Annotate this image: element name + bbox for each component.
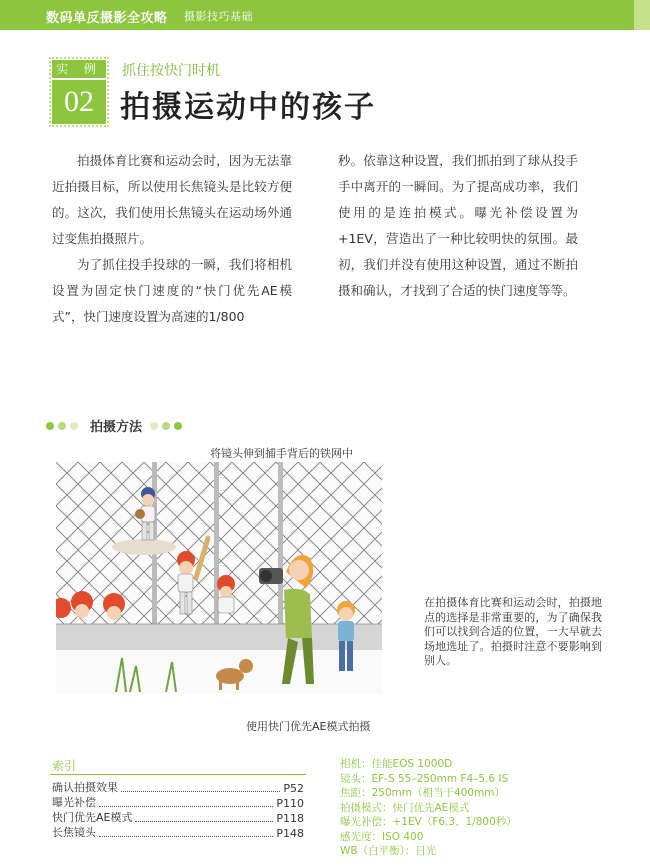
index-leader [135, 821, 273, 822]
setting-wb: WB（白平衡）：日光 [340, 845, 437, 857]
section-subtitle: 抓住按快门时机 [122, 63, 220, 79]
setting-lens: 镜头：EF-S 55–250mm F4–5.6 IS [340, 772, 509, 785]
method-heading-label: 拍摄方法 [90, 420, 143, 435]
example-number: 02 [52, 80, 106, 124]
chapter-title: 摄影技巧基础 [184, 10, 253, 23]
index-leader [99, 806, 273, 807]
shooting-method-illustration [56, 462, 382, 694]
page-title: 拍摄运动中的孩子 [120, 90, 376, 125]
setting-focal-length: 焦距：250mm（相当于400mm） [340, 787, 505, 799]
index-title: 索引 [52, 759, 77, 773]
setting-camera: 相机：佳能EOS 1000D [340, 758, 453, 770]
body-paragraph: 秒。依靠这种设置，我们抓拍到了球从投手手中离开的一瞬间。为了提高成功率，我们使用的是连拍模式。曝光补偿设置为+1EV，营造出了一种比较明快的氛围。最初，我们并没有使用这种设置，通过不断拍摄和确认，才找到了合适的快门速度等等。 [338, 153, 578, 298]
camera-settings [340, 757, 517, 859]
side-note: 在拍摄体育比赛和运动会时，拍摄地点的选择是非常重要的，为了确保我们可以找到合适的位置，一大早就去场地选址了。拍摄时注意不要影响到别人。 [424, 596, 602, 667]
book-title: 数码单反摄影全攻略 [46, 11, 168, 26]
index-list [52, 780, 304, 840]
index-leader [121, 791, 280, 792]
body-column-left [52, 148, 292, 330]
body-paragraph: 拍摄体育比赛和运动会时，因为无法靠近拍摄目标，所以使用长焦镜头是比较方便的。这次，我们使用长焦镜头在运动场外通过变焦拍摄照片。 [52, 153, 292, 246]
illustration-caption-bottom: 使用快门优先AE模式拍摄 [246, 720, 371, 733]
header-accent [634, 0, 650, 30]
setting-exposure: 曝光补偿：+1EV（F6.3、1/800秒） [340, 816, 517, 828]
illustration-caption-top: 将镜头伸到捕手背后的铁网中 [210, 447, 353, 460]
body-paragraph: 为了抓住投手投球的一瞬，我们将相机设置为固定快门速度的“快门优先AE模式”，快门速度设置为高速的1/800 [52, 257, 292, 324]
index-item-label: 快门优先AE模式 [52, 811, 133, 824]
index-item-label: 长焦镜头 [52, 826, 96, 839]
index-item-page: P118 [276, 812, 304, 825]
index-leader [99, 836, 273, 837]
header-bar [0, 0, 650, 30]
setting-iso: 感光度：ISO 400 [340, 830, 424, 843]
index-divider [50, 774, 306, 775]
index-item-page: P148 [276, 827, 304, 840]
index-item-label: 确认拍摄效果 [52, 781, 118, 794]
index-item[interactable] [52, 780, 304, 795]
example-badge-label: 实 例 [52, 60, 106, 78]
setting-mode: 拍摄模式：快门优先AE模式 [340, 801, 470, 814]
index-item-page: P110 [276, 797, 304, 810]
index-item[interactable] [52, 825, 304, 840]
index-item[interactable] [52, 795, 304, 810]
index-item[interactable] [52, 810, 304, 825]
index-item-label: 曝光补偿 [52, 796, 96, 809]
index-item-page: P52 [283, 782, 304, 795]
body-column-right [338, 148, 578, 304]
